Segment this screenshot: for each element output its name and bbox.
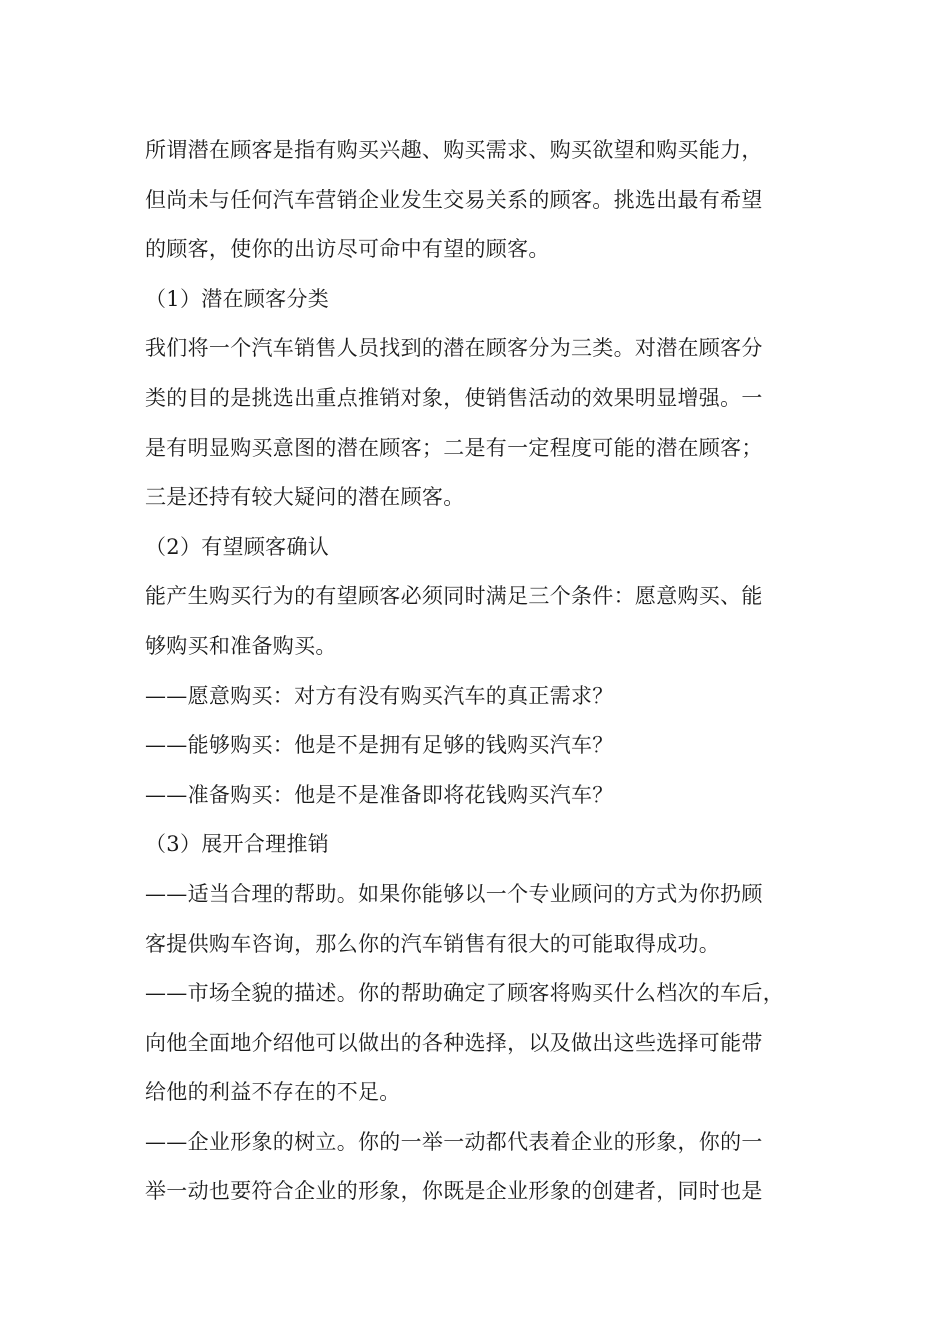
paragraph-line: 的顾客，使你的出访尽可命中有望的顾客。 bbox=[145, 237, 550, 262]
section-heading: （1）潜在顾客分类 bbox=[145, 286, 330, 311]
paragraph-line: 客提供购车咨询，那么你的汽车销售有很大的可能取得成功。 bbox=[145, 931, 721, 956]
paragraph-line: 能产生购买行为的有望顾客必须同时满足三个条件：愿意购买、能 bbox=[145, 584, 763, 609]
paragraph-line: 给他的利益不存在的不足。 bbox=[145, 1080, 401, 1105]
paragraph-line: 是有明显购买意图的潜在顾客；二是有一定程度可能的潜在顾客； bbox=[145, 435, 763, 460]
paragraph-line: 但尚未与任何汽车营销企业发生交易关系的顾客。挑选出最有希望 bbox=[145, 187, 763, 212]
paragraph-line: 我们将一个汽车销售人员找到的潜在顾客分为三类。对潜在顾客分 bbox=[145, 336, 763, 361]
list-item: ——准备购买：他是不是准备即将花钱购买汽车？ bbox=[145, 782, 614, 807]
list-item: ——愿意购买：对方有没有购买汽车的真正需求？ bbox=[145, 683, 614, 708]
paragraph-line: 向他全面地介绍他可以做出的各种选择，以及做出这些选择可能带 bbox=[145, 1030, 763, 1055]
list-item: ——能够购买：他是不是拥有足够的钱购买汽车？ bbox=[145, 733, 614, 758]
list-item: ——企业形象的树立。你的一举一动都代表着企业的形象，你的一 bbox=[145, 1129, 763, 1154]
paragraph-line: 类的目的是挑选出重点推销对象，使销售活动的效果明显增强。一 bbox=[145, 385, 763, 410]
list-item: ——市场全貌的描述。你的帮助确定了顾客将购买什么档次的车后， bbox=[145, 981, 784, 1006]
paragraph-line: 举一动也要符合企业的形象，你既是企业形象的创建者，同时也是 bbox=[145, 1179, 763, 1204]
section-heading: （2）有望顾客确认 bbox=[145, 534, 330, 559]
paragraph-line: 够购买和准备购买。 bbox=[145, 633, 337, 658]
paragraph-line: 所谓潜在顾客是指有购买兴趣、购买需求、购买欲望和购买能力， bbox=[145, 138, 763, 162]
document-body bbox=[145, 126, 810, 1217]
paragraph-line: 三是还持有较大疑问的潜在顾客。 bbox=[145, 485, 465, 510]
list-item: ——适当合理的帮助。如果你能够以一个专业顾问的方式为你扔顾 bbox=[145, 881, 763, 906]
section-heading: （3）展开合理推销 bbox=[145, 832, 330, 857]
